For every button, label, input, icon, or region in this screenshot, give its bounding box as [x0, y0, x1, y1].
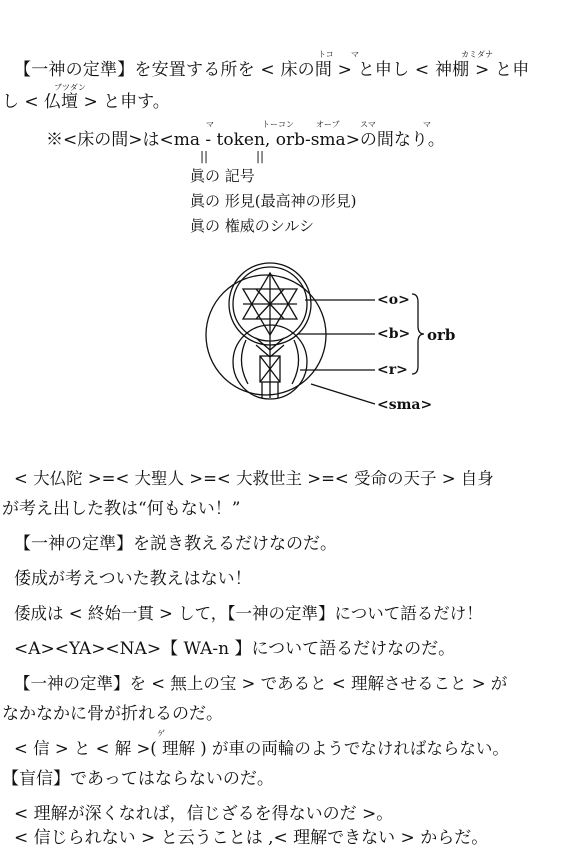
bar-mark-2: ||: [256, 149, 265, 163]
label-sma: <sma>: [377, 397, 433, 413]
ruby-kamidana: カミダナ: [461, 50, 493, 59]
body-p8: < 理解が深くなれば，信じざるを得ないのだ >。: [14, 804, 394, 824]
body-p1-line-2: が考え出した教は“何もない！”: [2, 499, 241, 519]
outer-circle: [206, 275, 326, 395]
intro-line-2: し < 仏壇 > と申す。: [2, 92, 170, 112]
body-p4: 倭成は < 終始一貫 > して，【一神の定準】について語るだけ！: [14, 604, 483, 623]
bar-mark-1: ||: [200, 149, 209, 163]
ruby-sma: スマ: [360, 120, 376, 129]
ruby-butsudan: ブツダン: [54, 83, 86, 92]
ruby-ma: マ: [351, 50, 359, 59]
leader-sma: [311, 384, 375, 404]
ruby-orb: オーブ: [316, 120, 340, 129]
body-p7-line-2: 【盲信】であってはならないのだ。: [2, 769, 274, 789]
body-p3: 倭成が考えついた教えはない！: [14, 569, 252, 589]
label-r: <r>: [377, 362, 408, 378]
label-o: <o>: [377, 292, 410, 308]
body-p6-line-1: 【一神の定準】を < 無上の宝 > であると < 理解させること > が: [14, 674, 508, 693]
orb-brace: [412, 294, 424, 374]
ruby-ma-1: マ: [206, 120, 214, 129]
body-p2: 【一神の定準】を説き教えるだけなのだ。: [14, 534, 337, 554]
body-p5: <A><YA><NA>【 WA-n 】について語るだけなのだ。: [14, 639, 456, 659]
body-p7-line-1: < 信 > と < 解 >( 理解 ) が車の両輪のようでなければならない。: [14, 739, 509, 758]
definition-note: ※<床の間>は<ma - token, orb-sma>の間なり。: [46, 130, 445, 150]
definition-item-2: 眞の 形見(最高神の形見): [190, 192, 357, 210]
intro-line-1: 【一神の定準】を安置する所を < 床の間 > と申し < 神棚 > と申: [14, 60, 530, 80]
ruby-ma-2: マ: [423, 120, 431, 129]
ruby-token: トーコン: [262, 120, 294, 129]
definition-item-3: 眞の 権威のシルシ: [190, 217, 315, 235]
label-b: <b>: [377, 326, 411, 342]
definition-item-1: 眞の 記号: [190, 167, 255, 185]
label-orb: orb: [427, 326, 456, 344]
ruby-toko: トコ: [318, 50, 334, 59]
ruby-ge: ゲ: [157, 729, 165, 738]
body-p9: < 信じられない > と云うことは ,< 理解できない > からだ。: [14, 828, 489, 848]
body-p1-line-1: < 大仏陀 >=< 大聖人 >=< 大救世主 >=< 受命の天子 > 自身: [14, 469, 494, 488]
body-p6-line-2: なかなかに骨が折れるのだ。: [2, 704, 223, 724]
